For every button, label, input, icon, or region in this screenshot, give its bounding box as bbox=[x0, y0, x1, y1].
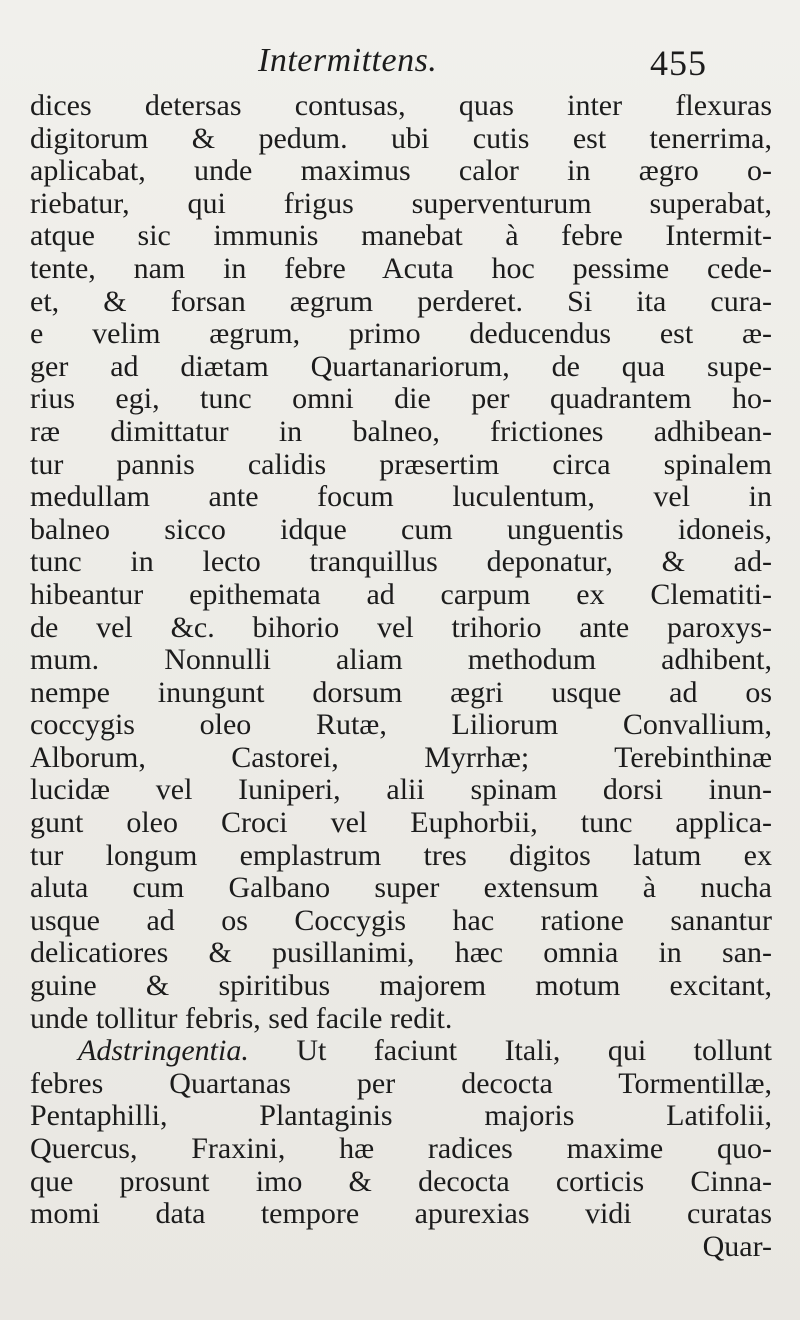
text-line: de vel &c. bihorio vel trihorio ante paroxys- bbox=[30, 611, 772, 644]
text-line: digitorum & pedum. ubi cutis est tenerrima, bbox=[30, 122, 772, 155]
text-line: balneo sicco idque cum unguentis idoneis, bbox=[30, 513, 772, 546]
catchword: Quar- bbox=[702, 1230, 772, 1263]
body-text bbox=[30, 90, 772, 1263]
text-line: Quercus, Fraxini, hæ radices maxime quo- bbox=[30, 1133, 772, 1165]
text-line: atque sic immunis manebat à febre Intermit- bbox=[30, 220, 772, 253]
text-line: tente, nam in febre Acuta hoc pessime cede- bbox=[30, 252, 772, 285]
text-line: medullam ante focum luculentum, vel in bbox=[30, 481, 772, 514]
text-line: usque ad os Coccygis hac ratione sanantur bbox=[30, 904, 772, 937]
text-line: hibeantur epithemata ad carpum ex Clematiti- bbox=[30, 578, 772, 611]
text-line: delicatiores & pusillanimi, hæc omnia in san- bbox=[30, 937, 772, 970]
text-line: momi data tempore apurexias vidi curatas bbox=[30, 1198, 772, 1231]
text-line: Alborum, Castorei, Myrrhæ; Terebinthinæ bbox=[30, 741, 772, 774]
text-line: lucidæ vel Iuniperi, alii spinam dorsi inun- bbox=[30, 774, 772, 807]
text-line: Pentaphilli, Plantaginis majoris Latifolii, bbox=[30, 1100, 772, 1133]
page-number: 455 bbox=[650, 43, 707, 83]
text-line: ger ad diætam Quartanariorum, de qua supe- bbox=[30, 350, 772, 383]
text-line: riebatur, qui frigus superventurum superabat, bbox=[30, 187, 772, 220]
text-line: tunc in lecto tranquillus deponatur, & ad- bbox=[30, 546, 772, 579]
text-line: coccygis oleo Rutæ, Liliorum Convallium, bbox=[30, 709, 772, 742]
text-line: e velim ægrum, primo deducendus est æ- bbox=[30, 318, 772, 351]
text-line: gunt oleo Croci vel Euphorbii, tunc applica- bbox=[30, 807, 772, 840]
text-line: febres Quartanas per decocta Tormentillæ, bbox=[30, 1067, 772, 1100]
text-line: nempe inungunt dorsum ægri usque ad os bbox=[30, 676, 772, 709]
text-line: que prosunt imo & decocta corticis Cinna- bbox=[30, 1165, 772, 1198]
text-line: tur longum emplastrum tres digitos latum ex bbox=[30, 839, 772, 872]
text-line: et, & forsan ægrum perderet. Si ita cura- bbox=[30, 285, 772, 318]
text-line: dices detersas contusas, quas inter flexuras bbox=[30, 90, 772, 122]
text-line: tur pannis calidis præsertim circa spinalem bbox=[30, 448, 772, 481]
paragraph-opening-line bbox=[30, 1035, 772, 1068]
text-line: aluta cum Galbano super extensum à nucha bbox=[30, 872, 772, 905]
text-line: rius egi, tunc omni die per quadrantem ho- bbox=[30, 383, 772, 416]
paragraph-opening-text: Ut faciunt Itali, qui tollunt bbox=[296, 1035, 772, 1068]
running-head bbox=[0, 42, 800, 92]
text-line: mum. Nonnulli aliam methodum adhibent, bbox=[30, 644, 772, 677]
text-line: guine & spiritibus majorem motum excitant, bbox=[30, 970, 772, 1003]
text-line: aplicabat, unde maximus calor in ægro o- bbox=[30, 155, 772, 188]
running-head-title: Intermittens. bbox=[258, 42, 438, 79]
text-line: unde tollitur febris, sed facile redit. bbox=[30, 1002, 453, 1035]
text-line: ræ dimittatur in balneo, frictiones adhibean- bbox=[30, 415, 772, 448]
section-lead: Adstringentia. bbox=[78, 1035, 249, 1068]
